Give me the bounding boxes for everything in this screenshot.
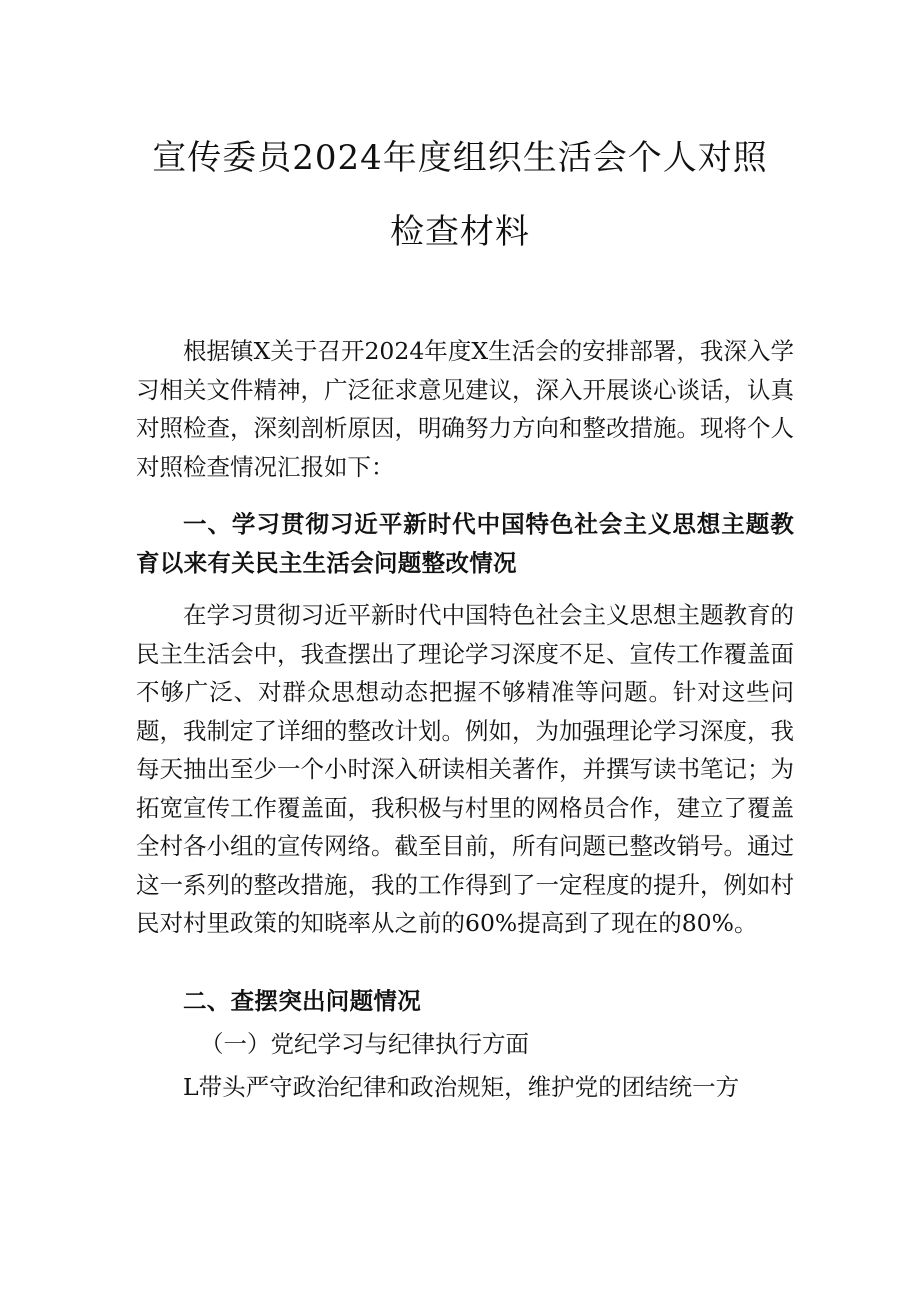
document-title-line-2: 检查材料 (390, 212, 530, 252)
section-1-body: 在学习贯彻习近平新时代中国特色社会主义思想主题教育的民主生活会中，我查摆出了理论学习深度不足、宣传工作覆盖面不够广泛、对群众思想动态把握不够精准等问题。针对这些问题，我制定了详细的整改计划。例如，为加强理论学习深度，我每天抽出至少一个小时深入研读相关著作，并撰写读书笔记；为拓宽宣传工作覆盖面，我积极与村里的网格员合作，建立了覆盖全村各小组的宣传网络。截至目前，所有问题已整改销号。通过这一系列的整改措施，我的工作得到了一定程度的提升，例如村民对村里政策的知晓率从之前的60%提高到了现在的80%。 (136, 601, 794, 937)
subsection-1-heading: （一）党纪学习与纪律执行方面 (200, 1030, 529, 1058)
document-title-line-1: 宣传委员2024年度组织生活会个人对照 (152, 138, 768, 178)
intro-paragraph: 根据镇X关于召开2024年度X生活会的安排部署，我深入学习相关文件精神，广泛征求意见建议，深入开展谈心谈话，认真对照检查，深刻剖析原因，明确努力方向和整改措施。现将个人对照检查情况汇报如下： (136, 337, 794, 481)
item-1-text: L带头严守政治纪律和政治规矩，维护党的团结统一方 (183, 1073, 740, 1101)
section-2-heading: 二、查摆突出问题情况 (183, 987, 421, 1015)
section-1-heading: 一、学习贯彻习近平新时代中国特色社会主义思想主题教育以来有关民主生活会问题整改情况 (136, 510, 794, 577)
